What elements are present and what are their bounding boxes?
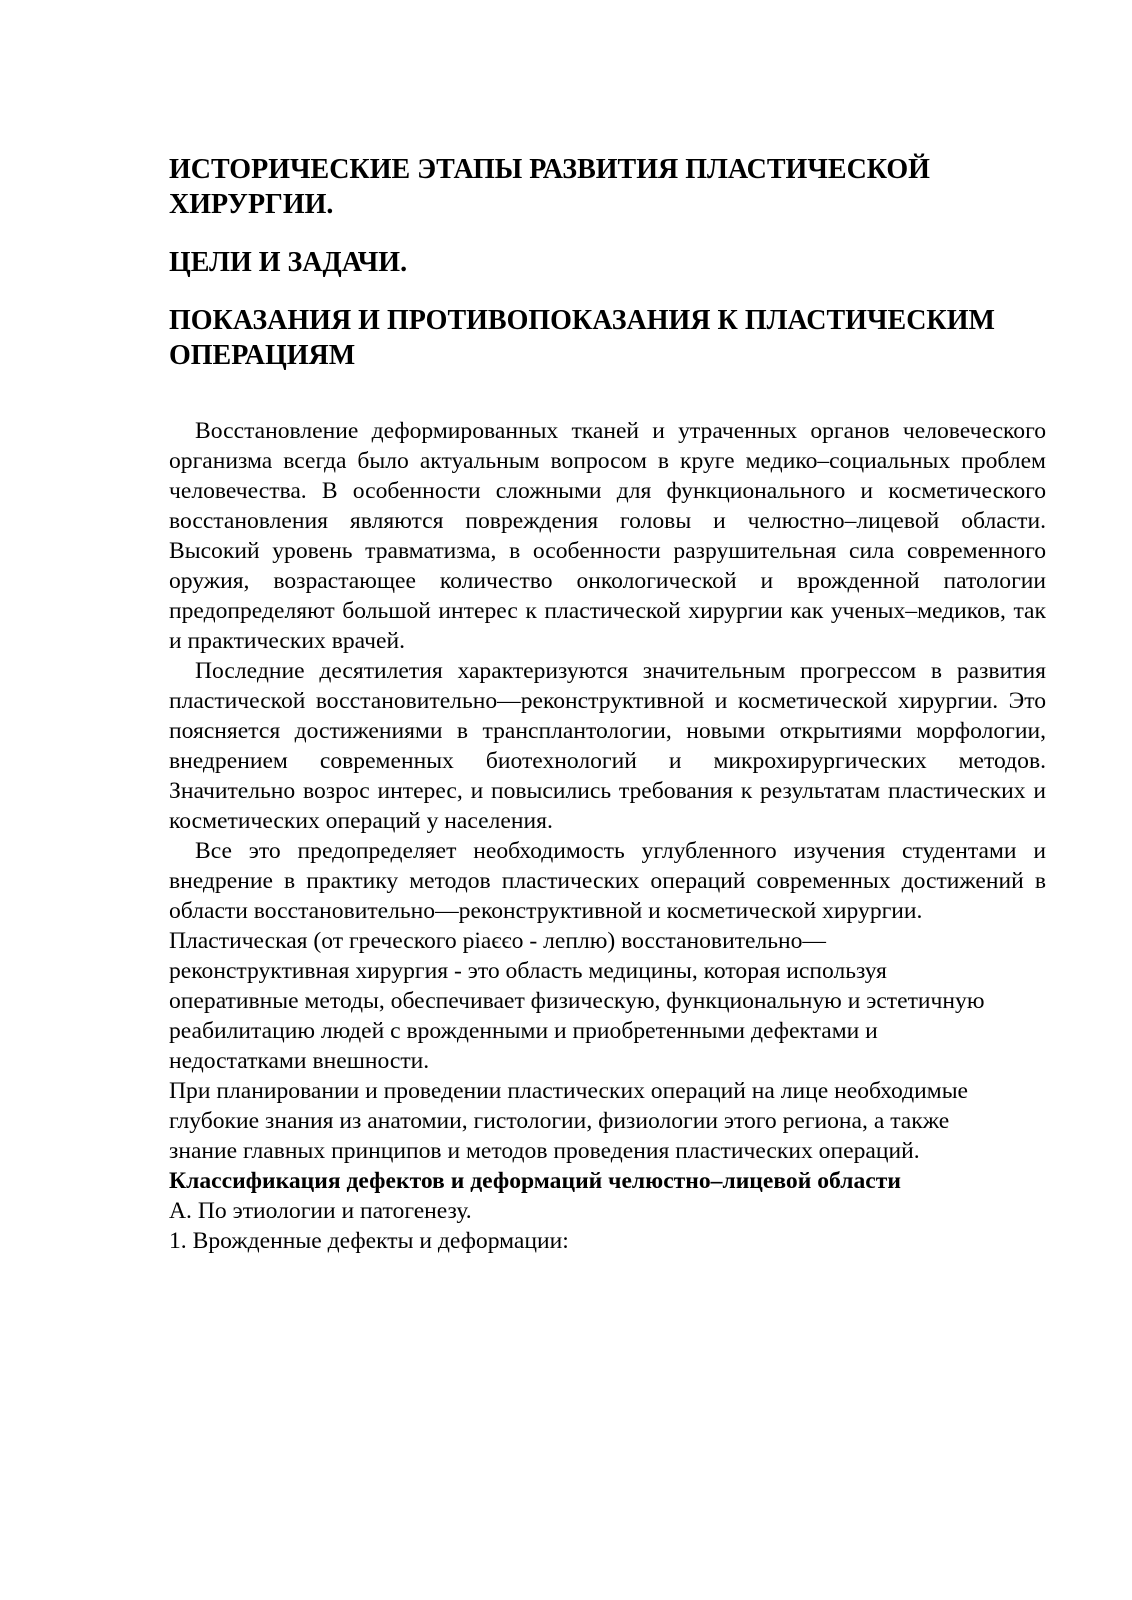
paragraph-definition: Пластическая (от греческого ріаєєо - леплю) восстановительно— реконструктивная хирургия - это область медицины, которая используя оперативные методы, обеспечивает физическую, функциональную и эстетичную реабилитацию людей с врожденными и приобретенными дефектами и недостатками внешности. [169,928,985,1074]
paragraph-planning: При планировании и проведении пластических операций на лице необходимые глубокие знания из анатомии, гистологии, физиологии этого региона, а также знание главных принципов и методов проведения пластических операций. [169,1078,969,1164]
list-item-1: 1. Врожденные дефекты и деформации: [169,1228,569,1254]
page-title: ИСТОРИЧЕСКИЕ ЭТАПЫ РАЗВИТИЯ ПЛАСТИЧЕСКОЙ ХИРУРГИИ. [169,154,930,220]
paragraph-necessity: Все это предопределяет необходимость углубленного изучения студентами и внедрение в практику методов пластических операций современных достижений в области восстановительно—реконструктивной и косметической хирургии. [169,838,1046,924]
paragraph-progress: Последние десятилетия характеризуются значительным прогрессом в развития пластической восстановительно—реконструктивной и косметической хирургии. Это поясняется достижениями в трансплантологии, новыми открытиями морфологии, внедрением современных биотехнологий и микрохирургических методов. Значительно возрос интерес, и повысились требования к результатам пластических и косметических операций у населения. [169,658,1046,834]
list-item-a: А. По этиологии и патогенезу. [169,1198,472,1224]
classification-heading: Классификация дефектов и деформаций челюстно–лицевой области [169,1168,901,1194]
paragraph-intro: Восстановление деформированных тканей и утраченных органов человеческого организма всегда было актуальным вопросом в круге медико–социальных проблем человечества. В особенности сложными для функционального и косметического восстановления являются повреждения головы и челюстно–лицевой области. Высокий уровень травматизма, в особенности разрушительная сила современного оружия, возрастающее количество онкологической и врожденной патологии предопределяют большой интерес к пластической хирургии как ученых–медиков, так и практических врачей. [169,418,1046,654]
document-page [169,150,1046,1256]
section-heading-indications: ПОКАЗАНИЯ И ПРОТИВОПОКАЗАНИЯ К ПЛАСТИЧЕСКИМ ОПЕРАЦИЯМ [169,305,995,371]
section-heading-goals: ЦЕЛИ И ЗАДАЧИ. [169,247,408,278]
document-body [169,416,1046,1256]
